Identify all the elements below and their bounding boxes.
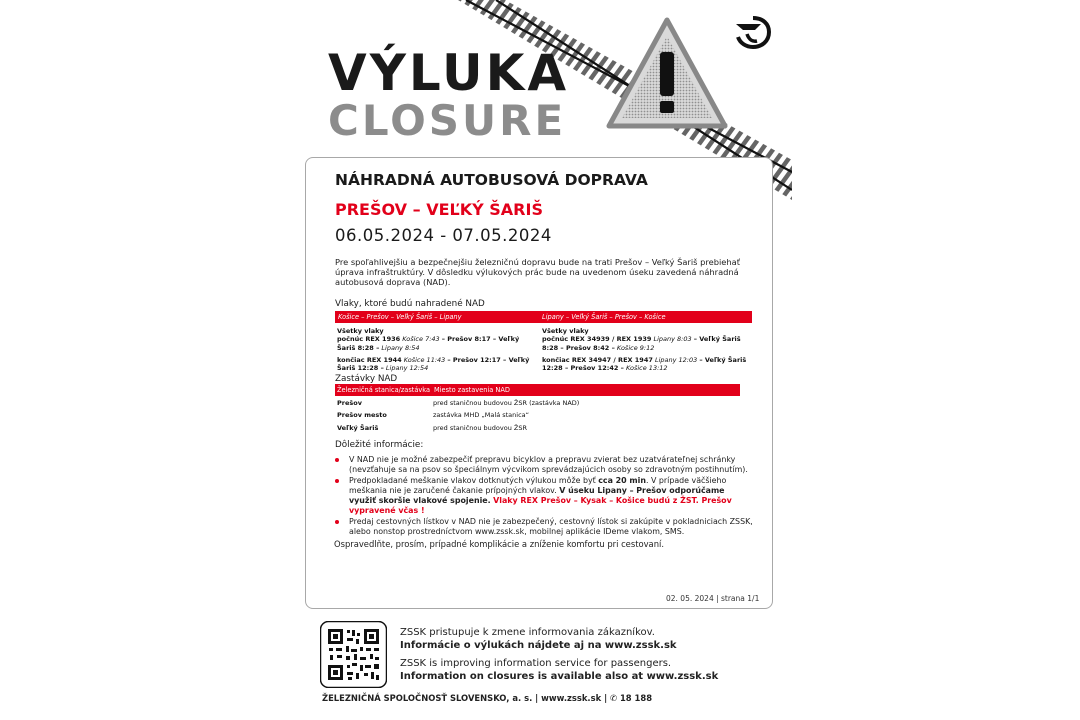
dir2-end-label: končiac REX 34947 / REX 1947 — [542, 355, 653, 364]
dir2-header: Lipany – Veľký Šariš – Prešov – Košice — [542, 313, 666, 321]
stop-place: zastávka MHD „Malá stanica“ — [433, 411, 530, 419]
qr-code-icon[interactable] — [320, 621, 387, 688]
zssk-logo-icon — [733, 14, 773, 50]
recommendation-text: V úseku Lipany – Prešov odporúčame využiť skoršie vlakové spojenie. — [349, 485, 725, 506]
stops-col2-header: Miesto zastavenia NAD — [434, 386, 510, 394]
bullet-dot-icon — [335, 520, 339, 524]
trains-header-bar — [335, 311, 752, 323]
dir1-end-end: Lipany 12:54 — [385, 364, 429, 373]
list-item — [333, 476, 753, 517]
stop-station: Prešov — [337, 399, 362, 407]
list-item — [333, 517, 753, 538]
important-heading: Dôležité informácie: — [335, 440, 424, 450]
dir1-start-end: Lipany 8:54 — [381, 343, 420, 352]
dir1-start-time: Košice 7:43 — [402, 335, 440, 344]
warning-triangle-icon — [604, 14, 730, 134]
dir2-start-label: počnúc REX 34939 / REX 1939 — [542, 335, 652, 344]
stop-place: pred staničnou budovou ŽSR — [433, 424, 527, 432]
footer-line-2: Informácie o výlukách nájdete aj na www.zssk.sk — [400, 640, 677, 651]
list-item — [333, 455, 753, 476]
dir1-all-label: Všetky vlaky — [337, 327, 384, 335]
closure-title-en: CLOSURE — [328, 96, 567, 145]
stops-heading: Zastávky NAD — [335, 374, 398, 384]
dir2-trains — [542, 327, 752, 372]
important-list — [333, 455, 753, 537]
bullet-text: . V prípade väčšieho meškania nie je zaručené čakanie prípojných vlakov. — [349, 475, 727, 495]
bullet-text: Predpokladané meškanie vlakov dotknutých výlukou môže byť — [349, 475, 596, 485]
company-footer: ŽELEZNIČNÁ SPOLOČNOSŤ SLOVENSKO, a. s. | www.zssk.sk | ✆ 18 188 — [322, 693, 653, 703]
dir2-end-end: Košice 13:12 — [625, 364, 668, 373]
footer-line-1: ZSSK pristupuje k zmene informovania zákazníkov. — [400, 627, 655, 638]
dir1-start-label: počnúc REX 1936 — [337, 335, 401, 344]
dir1-header: Košice – Prešov – Veľký Šariš – Lipany — [338, 313, 462, 321]
closure-title-cz: VÝLUKA — [328, 44, 570, 102]
rex-warning-text: Vlaky REX Prešov – Kysak – Košice budú z ŽST. Prešov vypravené včas ! — [349, 496, 732, 516]
dir2-all-label: Všetky vlaky — [542, 327, 589, 335]
dir2-end-time: Lipany 12:03 — [654, 355, 698, 364]
dir2-end-rest: – Veľký Šariš 12:28 – Prešov 12:42 – — [542, 355, 747, 373]
notice-title: NÁHRADNÁ AUTOBUSOVÁ DOPRAVA — [335, 171, 648, 189]
dir2-start-time: Lipany 8:03 — [653, 335, 692, 344]
trains-heading: Vlaky, ktoré budú nahradené NAD — [335, 299, 485, 309]
bullet-text: Predaj cestovných lístkov v NAD nie je zabezpečený, cestovný lístok si zakúpite v pokladniciach ZSSK, alebo nonstop prostredníctvom www.zssk.sk, mobilnej aplikácie IDeme vlakom, SMS. — [349, 516, 753, 537]
table-row — [337, 424, 378, 432]
stops-col1-header: Železničná stanica/zastávka — [337, 386, 431, 394]
intro-paragraph: Pre spoľahlivejšiu a bezpečnejšiu železničnú dopravu bude na trati Prešov – Veľký Šariš prebiehať úprava infraštruktúry. V dôsledku výlukových prác bude na uvedenom úseku zavedená náhradná autobusová doprava (NAD). — [335, 257, 740, 288]
stop-place: pred staničnou budovou ŽSR (zastávka NAD) — [433, 399, 580, 407]
dir1-end-rest: – Prešov 12:17 – Veľký Šariš 12:28 – — [337, 355, 530, 373]
bullet-text: V NAD nie je možné zabezpečiť prepravu bicyklov a prepravu zvierat bez uzatvárateľnej schránky (nevzťahuje sa na psov so špeciálnym výcvikom sprevádzajúcich osoby so zdravotným postihnutím). — [349, 455, 748, 475]
footer-line-4: Information on closures is available also at www.zssk.sk — [400, 671, 719, 682]
bullet-dot-icon — [335, 458, 339, 462]
route-title: PREŠOV – VEĽKÝ ŠARIŠ — [335, 200, 543, 219]
stop-station: Veľký Šariš — [337, 424, 379, 432]
dir1-end-label: končiac REX 1944 — [337, 355, 402, 364]
dir1-trains — [337, 327, 537, 372]
closure-dates: 06.05.2024 - 07.05.2024 — [335, 226, 552, 245]
dir1-end-time: Košice 11:43 — [403, 355, 446, 364]
delay-value: cca 20 min — [598, 475, 646, 485]
page-info: 02. 05. 2024 | strana 1/1 — [666, 594, 760, 603]
apology-text: Ospravedlňte, prosím, prípadné komplikácie a zníženie komfortu pri cestovaní. — [334, 539, 664, 549]
table-row — [337, 411, 387, 419]
table-row — [337, 399, 362, 407]
dir2-start-end: Košice 9:12 — [616, 343, 655, 352]
stop-station: Prešov mesto — [337, 411, 387, 419]
dir2-start-rest: – Veľký Šariš 8:28 – Prešov 8:42 – — [542, 335, 741, 352]
bullet-dot-icon — [335, 479, 339, 483]
stops-header-bar — [335, 384, 740, 396]
dir1-start-rest: – Prešov 8:17 – Veľký Šariš 8:28 – — [337, 335, 520, 352]
footer-line-3: ZSSK is improving information service for passengers. — [400, 658, 672, 669]
